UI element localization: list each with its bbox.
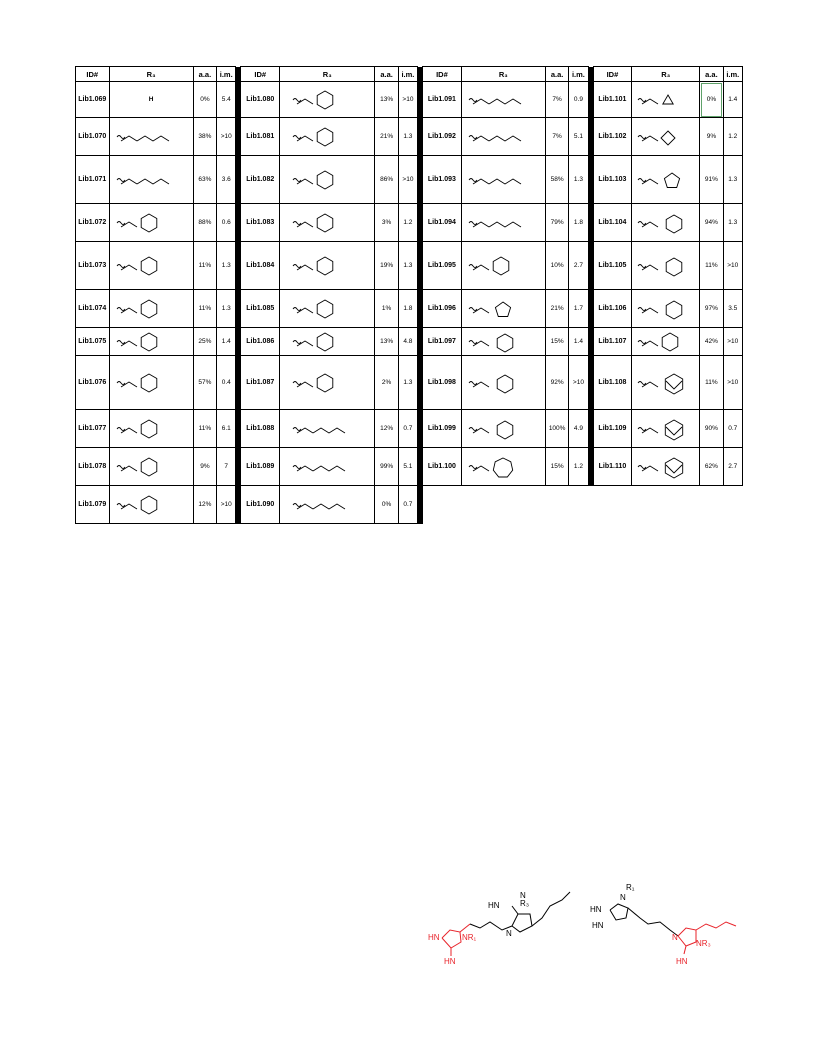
cell-r3-structure: [461, 118, 545, 156]
cell-r3-structure: [461, 448, 545, 486]
table-row: [76, 242, 743, 290]
cell-r3-structure: [280, 356, 375, 410]
cell-im: 5.1: [569, 118, 588, 156]
cell-aa: 2%: [375, 356, 398, 410]
header-aa: a.a.: [700, 67, 723, 82]
empty-cell: [632, 486, 700, 524]
structure-drawing: [632, 451, 700, 483]
left-structure: [428, 891, 570, 966]
table-row: [76, 448, 743, 486]
cell-aa: 7%: [545, 82, 568, 118]
cell-aa: 9%: [193, 448, 216, 486]
cell-aa: 13%: [375, 82, 398, 118]
table-row: [76, 290, 743, 328]
empty-cell: [461, 486, 545, 524]
structure-drawing: [111, 245, 191, 287]
cell-r3-structure: [632, 448, 700, 486]
cell-aa: 97%: [700, 290, 723, 328]
structure-drawing: [111, 451, 191, 483]
cell-aa: 0%: [700, 82, 723, 118]
cell-r3-structure: [632, 290, 700, 328]
cell-aa: 0%: [375, 486, 398, 524]
cell-id: Lib1.087: [241, 356, 280, 410]
cell-id: Lib1.075: [76, 328, 110, 356]
cell-id: Lib1.108: [593, 356, 632, 410]
cell-aa: 12%: [193, 486, 216, 524]
cell-im: 0.7: [398, 486, 417, 524]
cell-im: >10: [217, 486, 236, 524]
scheme-left-r3: R₃: [520, 899, 530, 908]
cell-im: 1.7: [569, 290, 588, 328]
cell-aa: 21%: [375, 118, 398, 156]
structure-drawing: [463, 121, 543, 153]
scheme-right-n2: N: [672, 933, 678, 942]
cell-r3-structure: [280, 486, 375, 524]
structure-drawing: [287, 85, 367, 115]
cell-id: Lib1.104: [593, 204, 632, 242]
cell-id: Lib1.103: [593, 156, 632, 204]
cell-im: 0.7: [723, 410, 742, 448]
header-r3: R₃: [632, 67, 700, 82]
cell-aa: 100%: [545, 410, 568, 448]
table-row: [76, 118, 743, 156]
empty-cell: [723, 486, 742, 524]
cell-aa: 90%: [700, 410, 723, 448]
table-row: [76, 204, 743, 242]
cell-aa: 11%: [193, 242, 216, 290]
cell-r3-structure: [632, 410, 700, 448]
cell-im: 1.2: [723, 118, 742, 156]
table-row: [76, 328, 743, 356]
cell-id: Lib1.096: [423, 290, 462, 328]
structure-drawing: [463, 359, 543, 407]
cell-aa: 11%: [193, 290, 216, 328]
cell-r3-structure: [461, 156, 545, 204]
cell-aa: 7%: [545, 118, 568, 156]
cell-id: Lib1.106: [593, 290, 632, 328]
cell-id: Lib1.077: [76, 410, 110, 448]
cell-id: Lib1.102: [593, 118, 632, 156]
header-r3: R₃: [280, 67, 375, 82]
cell-r3-structure: [280, 410, 375, 448]
header-aa: a.a.: [375, 67, 398, 82]
structure-drawing: [287, 451, 367, 483]
cell-r3-structure: [109, 156, 193, 204]
cell-im: 1.4: [569, 328, 588, 356]
cell-aa: 99%: [375, 448, 398, 486]
cell-aa: 38%: [193, 118, 216, 156]
cell-id: Lib1.101: [593, 82, 632, 118]
cell-aa: 9%: [700, 118, 723, 156]
header-id: ID#: [593, 67, 632, 82]
cell-id: Lib1.090: [241, 486, 280, 524]
table-row: [76, 82, 743, 118]
cell-im: >10: [723, 242, 742, 290]
cell-im: >10: [217, 118, 236, 156]
cell-r3-structure: [632, 356, 700, 410]
cell-id: Lib1.078: [76, 448, 110, 486]
cell-im: 7: [217, 448, 236, 486]
cell-id: Lib1.080: [241, 82, 280, 118]
cell-im: 1.3: [569, 156, 588, 204]
cell-id: Lib1.100: [423, 448, 462, 486]
cell-r3-structure: [461, 356, 545, 410]
structure-drawing: [287, 489, 367, 521]
cell-im: 2.7: [723, 448, 742, 486]
structure-drawing: [111, 293, 191, 325]
cell-aa: 15%: [545, 448, 568, 486]
cell-im: 2.7: [569, 242, 588, 290]
right-structure: [590, 883, 736, 966]
cell-id: Lib1.082: [241, 156, 280, 204]
cell-r3-structure: [280, 156, 375, 204]
cell-im: >10: [723, 356, 742, 410]
cell-im: 0.7: [398, 410, 417, 448]
structure-drawing: [632, 359, 700, 407]
header-im: i.m.: [723, 67, 742, 82]
cell-im: 1.8: [569, 204, 588, 242]
table-row: [76, 356, 743, 410]
structure-drawing: [111, 359, 191, 407]
cell-im: 1.3: [217, 242, 236, 290]
cell-r3-structure: [109, 242, 193, 290]
cell-r3-structure: [280, 118, 375, 156]
structure-drawing: [287, 359, 367, 407]
cell-id: Lib1.110: [593, 448, 632, 486]
cell-r3-structure: [109, 204, 193, 242]
header-id: ID#: [241, 67, 280, 82]
header-im: i.m.: [569, 67, 588, 82]
cell-r3-structure: [280, 448, 375, 486]
scheme-left-hn: HN: [428, 933, 440, 942]
structure-drawing: [463, 207, 543, 239]
structure-drawing: [111, 331, 191, 353]
cell-id: Lib1.088: [241, 410, 280, 448]
scheme-left-nr1: NR₁: [462, 933, 477, 942]
cell-aa: 21%: [545, 290, 568, 328]
header-id: ID#: [423, 67, 462, 82]
cell-id: Lib1.092: [423, 118, 462, 156]
structure-drawing: [463, 159, 543, 201]
structure-drawing: [463, 413, 543, 445]
cell-aa: 94%: [700, 204, 723, 242]
cell-aa: 15%: [545, 328, 568, 356]
structure-drawing: [287, 293, 367, 325]
cell-aa: 91%: [700, 156, 723, 204]
cell-id: Lib1.105: [593, 242, 632, 290]
cell-r3-structure: [109, 448, 193, 486]
structure-drawing: [632, 245, 700, 287]
cell-id: Lib1.079: [76, 486, 110, 524]
header-im: i.m.: [398, 67, 417, 82]
cell-r3-structure: [109, 118, 193, 156]
structure-drawing: [463, 293, 543, 325]
scheme-right-n: N: [620, 893, 626, 902]
cell-r3-structure: [109, 290, 193, 328]
structure-drawing: [632, 331, 700, 353]
cell-r3-structure: [461, 328, 545, 356]
cell-id: Lib1.076: [76, 356, 110, 410]
cell-aa: 63%: [193, 156, 216, 204]
scheme-right-r1: R₁: [626, 883, 635, 892]
cell-id: Lib1.074: [76, 290, 110, 328]
structure-drawing: [463, 85, 543, 115]
cell-r3-structure: [109, 328, 193, 356]
cell-id: Lib1.069: [76, 82, 110, 118]
cell-im: 1.3: [398, 118, 417, 156]
cell-aa: 79%: [545, 204, 568, 242]
cell-aa: 57%: [193, 356, 216, 410]
cell-id: Lib1.081: [241, 118, 280, 156]
cell-im: 1.3: [398, 356, 417, 410]
cell-r3-structure: [109, 82, 193, 118]
empty-cell: [593, 486, 632, 524]
cell-aa: 86%: [375, 156, 398, 204]
cell-r3-structure: [280, 204, 375, 242]
cell-r3-structure: [109, 486, 193, 524]
cell-id: Lib1.084: [241, 242, 280, 290]
cell-im: 1.4: [217, 328, 236, 356]
cell-im: 1.3: [723, 204, 742, 242]
structure-drawing: [111, 489, 191, 521]
cell-id: Lib1.086: [241, 328, 280, 356]
cell-aa: 13%: [375, 328, 398, 356]
structure-drawing: [463, 331, 543, 353]
cell-aa: 11%: [193, 410, 216, 448]
cell-im: 0.9: [569, 82, 588, 118]
cell-im: 3.5: [723, 290, 742, 328]
cell-r3-structure: [461, 410, 545, 448]
structure-drawing: [463, 245, 543, 287]
cell-aa: 42%: [700, 328, 723, 356]
header-row: [76, 67, 743, 82]
cell-r3-structure: [280, 290, 375, 328]
structure-drawing: [287, 413, 367, 445]
structure-drawing: [632, 293, 700, 325]
cell-im: 1.3: [398, 242, 417, 290]
cell-aa: 10%: [545, 242, 568, 290]
structure-drawing: [287, 121, 367, 153]
scheme-right-hn-bot: HN: [676, 957, 688, 966]
cell-r3-structure: [109, 410, 193, 448]
cell-id: Lib1.091: [423, 82, 462, 118]
cell-r3-structure: [461, 242, 545, 290]
scheme-left-hn-top: HN: [488, 901, 500, 910]
cell-im: 6.1: [217, 410, 236, 448]
structure-drawing: [632, 207, 700, 239]
structure-drawing: [111, 159, 191, 201]
structure-drawing: [111, 413, 191, 445]
cell-r3-structure: [632, 118, 700, 156]
cell-id: Lib1.083: [241, 204, 280, 242]
table-row: [76, 486, 743, 524]
cell-r3-structure: [280, 242, 375, 290]
cell-r3-structure: [461, 82, 545, 118]
cell-id: Lib1.071: [76, 156, 110, 204]
cell-r3-structure: [632, 82, 700, 118]
cell-r3-structure: [632, 242, 700, 290]
structure-drawing: [463, 451, 543, 483]
cell-id: Lib1.109: [593, 410, 632, 448]
header-r3: R₃: [109, 67, 193, 82]
structure-drawing: [287, 331, 367, 353]
structure-drawing: [287, 159, 367, 201]
cell-id: Lib1.085: [241, 290, 280, 328]
cell-aa: 19%: [375, 242, 398, 290]
cell-id: Lib1.089: [241, 448, 280, 486]
cell-aa: 62%: [700, 448, 723, 486]
cell-id: Lib1.098: [423, 356, 462, 410]
library-table: [75, 66, 743, 524]
cell-aa: 3%: [375, 204, 398, 242]
cell-r3-structure: [109, 356, 193, 410]
cell-r3-structure: [461, 204, 545, 242]
cell-im: 4.8: [398, 328, 417, 356]
cell-r3-structure: [632, 204, 700, 242]
scheme-right-hn2: HN: [592, 921, 604, 930]
cell-im: >10: [569, 356, 588, 410]
header-aa: a.a.: [193, 67, 216, 82]
empty-cell: [700, 486, 723, 524]
cell-id: Lib1.094: [423, 204, 462, 242]
r3-text: H: [148, 96, 154, 103]
cell-im: 0.4: [217, 356, 236, 410]
cell-im: 3.6: [217, 156, 236, 204]
table-row: [76, 410, 743, 448]
scheme-left-hn2: HN: [444, 957, 456, 966]
header-im: i.m.: [217, 67, 236, 82]
cell-im: 1.2: [569, 448, 588, 486]
cell-aa: 88%: [193, 204, 216, 242]
scheme-left-n1: N: [506, 929, 512, 938]
structure-drawing: [632, 121, 700, 153]
structure-drawing: [632, 413, 700, 445]
structure-drawing: [632, 159, 700, 201]
cell-im: 1.2: [398, 204, 417, 242]
cell-aa: 1%: [375, 290, 398, 328]
header-aa: a.a.: [545, 67, 568, 82]
cell-r3-structure: [280, 328, 375, 356]
cell-im: >10: [723, 328, 742, 356]
cell-r3-structure: [632, 156, 700, 204]
scheme-right-hn: HN: [590, 905, 602, 914]
cell-aa: 11%: [700, 242, 723, 290]
cell-im: 1.3: [723, 156, 742, 204]
cell-id: Lib1.095: [423, 242, 462, 290]
cell-aa: 0%: [193, 82, 216, 118]
cell-id: Lib1.070: [76, 118, 110, 156]
structure-drawing: [111, 207, 191, 239]
cell-id: Lib1.107: [593, 328, 632, 356]
cell-im: 4.9: [569, 410, 588, 448]
cell-aa: 25%: [193, 328, 216, 356]
structure-drawing: [287, 207, 367, 239]
structure-drawing: [632, 85, 700, 115]
header-r3: R₃: [461, 67, 545, 82]
cell-aa: 12%: [375, 410, 398, 448]
cell-aa: 11%: [700, 356, 723, 410]
cell-id: Lib1.072: [76, 204, 110, 242]
cell-im: 5.1: [398, 448, 417, 486]
cell-aa: 92%: [545, 356, 568, 410]
cell-im: >10: [398, 156, 417, 204]
empty-cell: [545, 486, 568, 524]
cell-id: Lib1.097: [423, 328, 462, 356]
table-row: [76, 156, 743, 204]
cell-r3-structure: [280, 82, 375, 118]
empty-cell: [569, 486, 588, 524]
cell-im: 1.8: [398, 290, 417, 328]
structure-drawing: [111, 121, 191, 153]
cell-aa: 58%: [545, 156, 568, 204]
cell-id: Lib1.093: [423, 156, 462, 204]
cell-im: 5.4: [217, 82, 236, 118]
structure-drawing: [287, 245, 367, 287]
empty-cell: [423, 486, 462, 524]
cell-r3-structure: [461, 290, 545, 328]
cell-id: Lib1.073: [76, 242, 110, 290]
reaction-scheme: [420, 870, 760, 980]
scheme-right-nr3: NR₃: [696, 939, 711, 948]
cell-im: 0.6: [217, 204, 236, 242]
cell-id: Lib1.099: [423, 410, 462, 448]
scheme-left-n2: N: [520, 891, 526, 900]
cell-r3-structure: [632, 328, 700, 356]
cell-im: >10: [398, 82, 417, 118]
cell-im: 1.4: [723, 82, 742, 118]
cell-im: 1.3: [217, 290, 236, 328]
header-id: ID#: [76, 67, 110, 82]
